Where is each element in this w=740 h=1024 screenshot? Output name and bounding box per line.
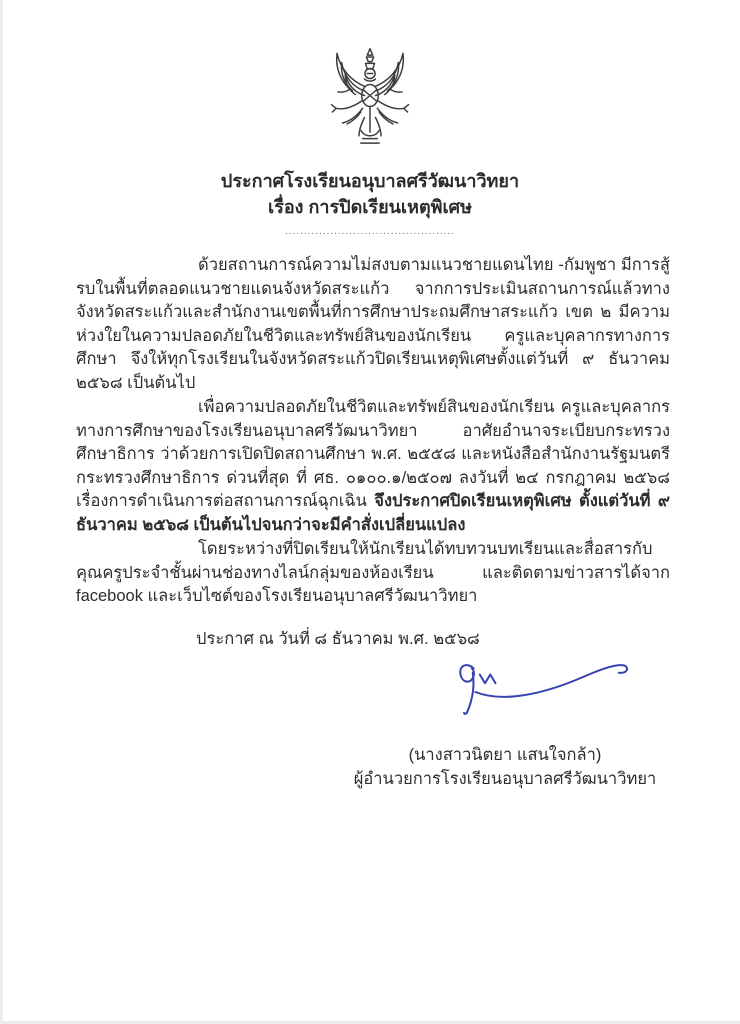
- garuda-emblem-icon: [0, 46, 740, 158]
- paragraph-2-normal: เพื่อความปลอดภัยในชีวิตและทรัพย์สินของนักเรียน ครูและบุคลากรทางการศึกษาของโรงเรียนอนุบาลศรีวัฒนาวิทยา อาศัยอำนาจระเบียบกระทรวงศึกษาธิการ ว่าด้วยการเปิดปิดสถานศึกษา พ.ศ. ๒๕๕๘ และหนังสือสำนักงานรัฐมนตรี กระทรวงศึกษาธิการ ด่วนที่สุด ที่ ศธ. ๐๑๐๐.๑/๒๕๐๗ ลงวันที่ ๒๔ กรกฎาคม ๒๕๖๘ เรื่องการดำเนินการต่อสถานการณ์ฉุกเฉิน: [76, 398, 670, 510]
- signatory-position: ผู้อำนวยการโรงเรียนอนุบาลศรีวัฒนาวิทยา: [353, 770, 657, 788]
- paragraph-1: ด้วยสถานการณ์ความไม่สงบตามแนวชายแดนไทย -กัมพูชา มีการสู้รบในพื้นที่ตลอดแนวชายแดนจังหวัดสระแก้ว จากการประเมินสถานการณ์แล้วทางจังหวัดสระแก้วและสำนักงานเขตพื้นที่การศึกษาประถมศึกษาสระแก้ว เขต ๒ มีความห่วงใยในความปลอดภัยในชีวิตและทรัพย์สินของนักเรียน ครูและบุคลากรทางการศึกษา จึงให้ทุกโรงเรียนในจังหวัดสระแก้วปิดเรียนเหตุพิเศษตั้งแต่วันที่ ๙ ธันวาคม ๒๕๖๘ เป็นต้นไป: [76, 256, 670, 392]
- document-body: [0, 240, 740, 791]
- document-subject-line: เรื่อง การปิดเรียนเหตุพิเศษ: [268, 197, 472, 217]
- announcement-date-line: ประกาศ ณ วันที่ ๘ ธันวาคม พ.ศ. ๒๕๖๘: [196, 629, 480, 648]
- paragraph-2-bold-closure-statement: จึงประกาศปิดเรียนเหตุพิเศษ ตั้งแต่วันที่ ๙ ธันวาคม ๒๕๖๘ เป็นต้นไปจนกว่าจะมีคำสั่งเปลี่ยนแปลง: [76, 492, 670, 534]
- signatory-name: (นางสาวนิตยา แสนใจกล้า): [408, 746, 602, 764]
- document-title-line1: ประกาศโรงเรียนอนุบาลศรีวัฒนาวิทยา: [220, 171, 520, 191]
- paragraph-2: [76, 396, 670, 537]
- signature-block: [340, 657, 670, 791]
- paragraph-3: โดยระหว่างที่ปิดเรียนให้นักเรียนได้ทบทวนบทเรียนและสื่อสารกับคุณครูประจำชั้นผ่านช่องทางไลน์กลุ่มของห้องเรียน และติดตามข่าวสารได้จาก facebook และเว็บไซต์ของโรงเรียนอนุบาลศรีวัฒนาวิทยา: [76, 540, 670, 605]
- dotted-separator: .............................................: [284, 226, 456, 237]
- signature-ink-icon: [340, 657, 670, 729]
